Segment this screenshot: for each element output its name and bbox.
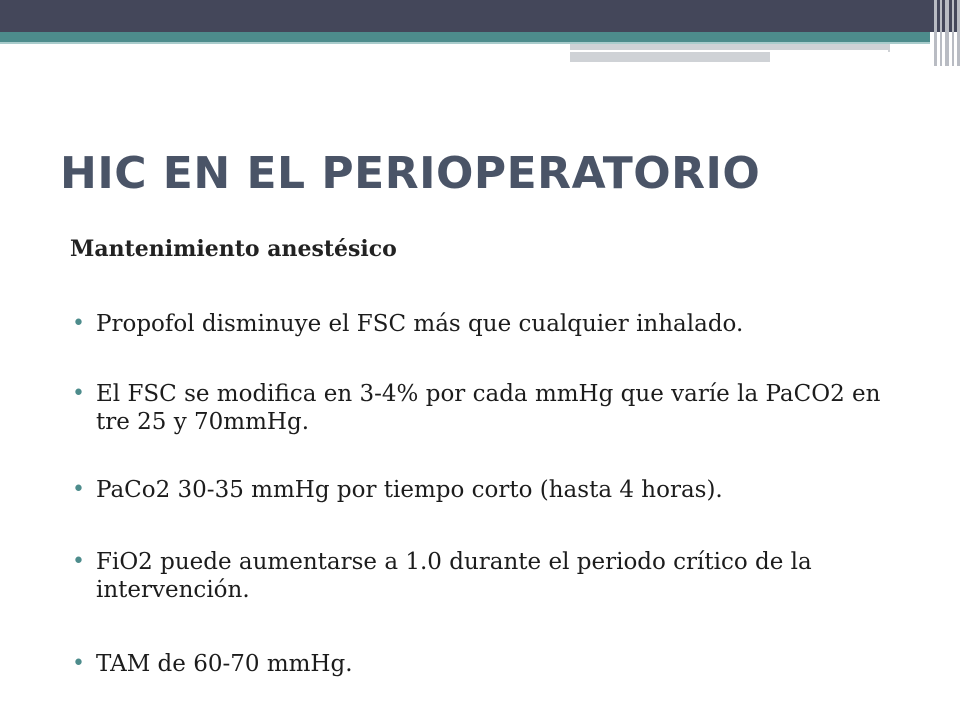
slide-title: HIC EN EL PERIOPERATORIO xyxy=(60,148,761,199)
bullet-dot-icon: • xyxy=(72,651,85,676)
bullet-text: Propofol disminuye el FSC más que cualquier inhalado. xyxy=(96,311,744,337)
bullet-text: FiO2 puede aumentarse a 1.0 durante el periodo crítico de la intervención. xyxy=(96,549,812,603)
bullet-dot-icon: • xyxy=(72,549,85,574)
bullet-text: PaCo2 30-35 mmHg por tiempo corto (hasta 4 horas). xyxy=(96,477,723,503)
bullet-dot-icon: • xyxy=(72,381,85,406)
slide-subtitle: Mantenimiento anestésico xyxy=(70,236,397,262)
bullet-item xyxy=(70,650,353,678)
header-gray-bar-short xyxy=(570,52,770,62)
bullet-item xyxy=(70,548,920,604)
bullet-text: El FSC se modifica en 3-4% por cada mmHg que varíe la PaCO2 en tre 25 y 70mmHg. xyxy=(96,381,881,435)
bullet-dot-icon: • xyxy=(72,477,85,502)
header-vertical-lines xyxy=(930,0,960,66)
header-top-bar xyxy=(0,0,960,32)
bullet-item xyxy=(70,476,723,504)
bullet-item xyxy=(70,380,920,436)
bullet-dot-icon: • xyxy=(72,311,85,336)
bullet-text: TAM de 60-70 mmHg. xyxy=(96,651,353,677)
header-teal-bar xyxy=(0,32,930,42)
bullet-item xyxy=(70,310,743,338)
